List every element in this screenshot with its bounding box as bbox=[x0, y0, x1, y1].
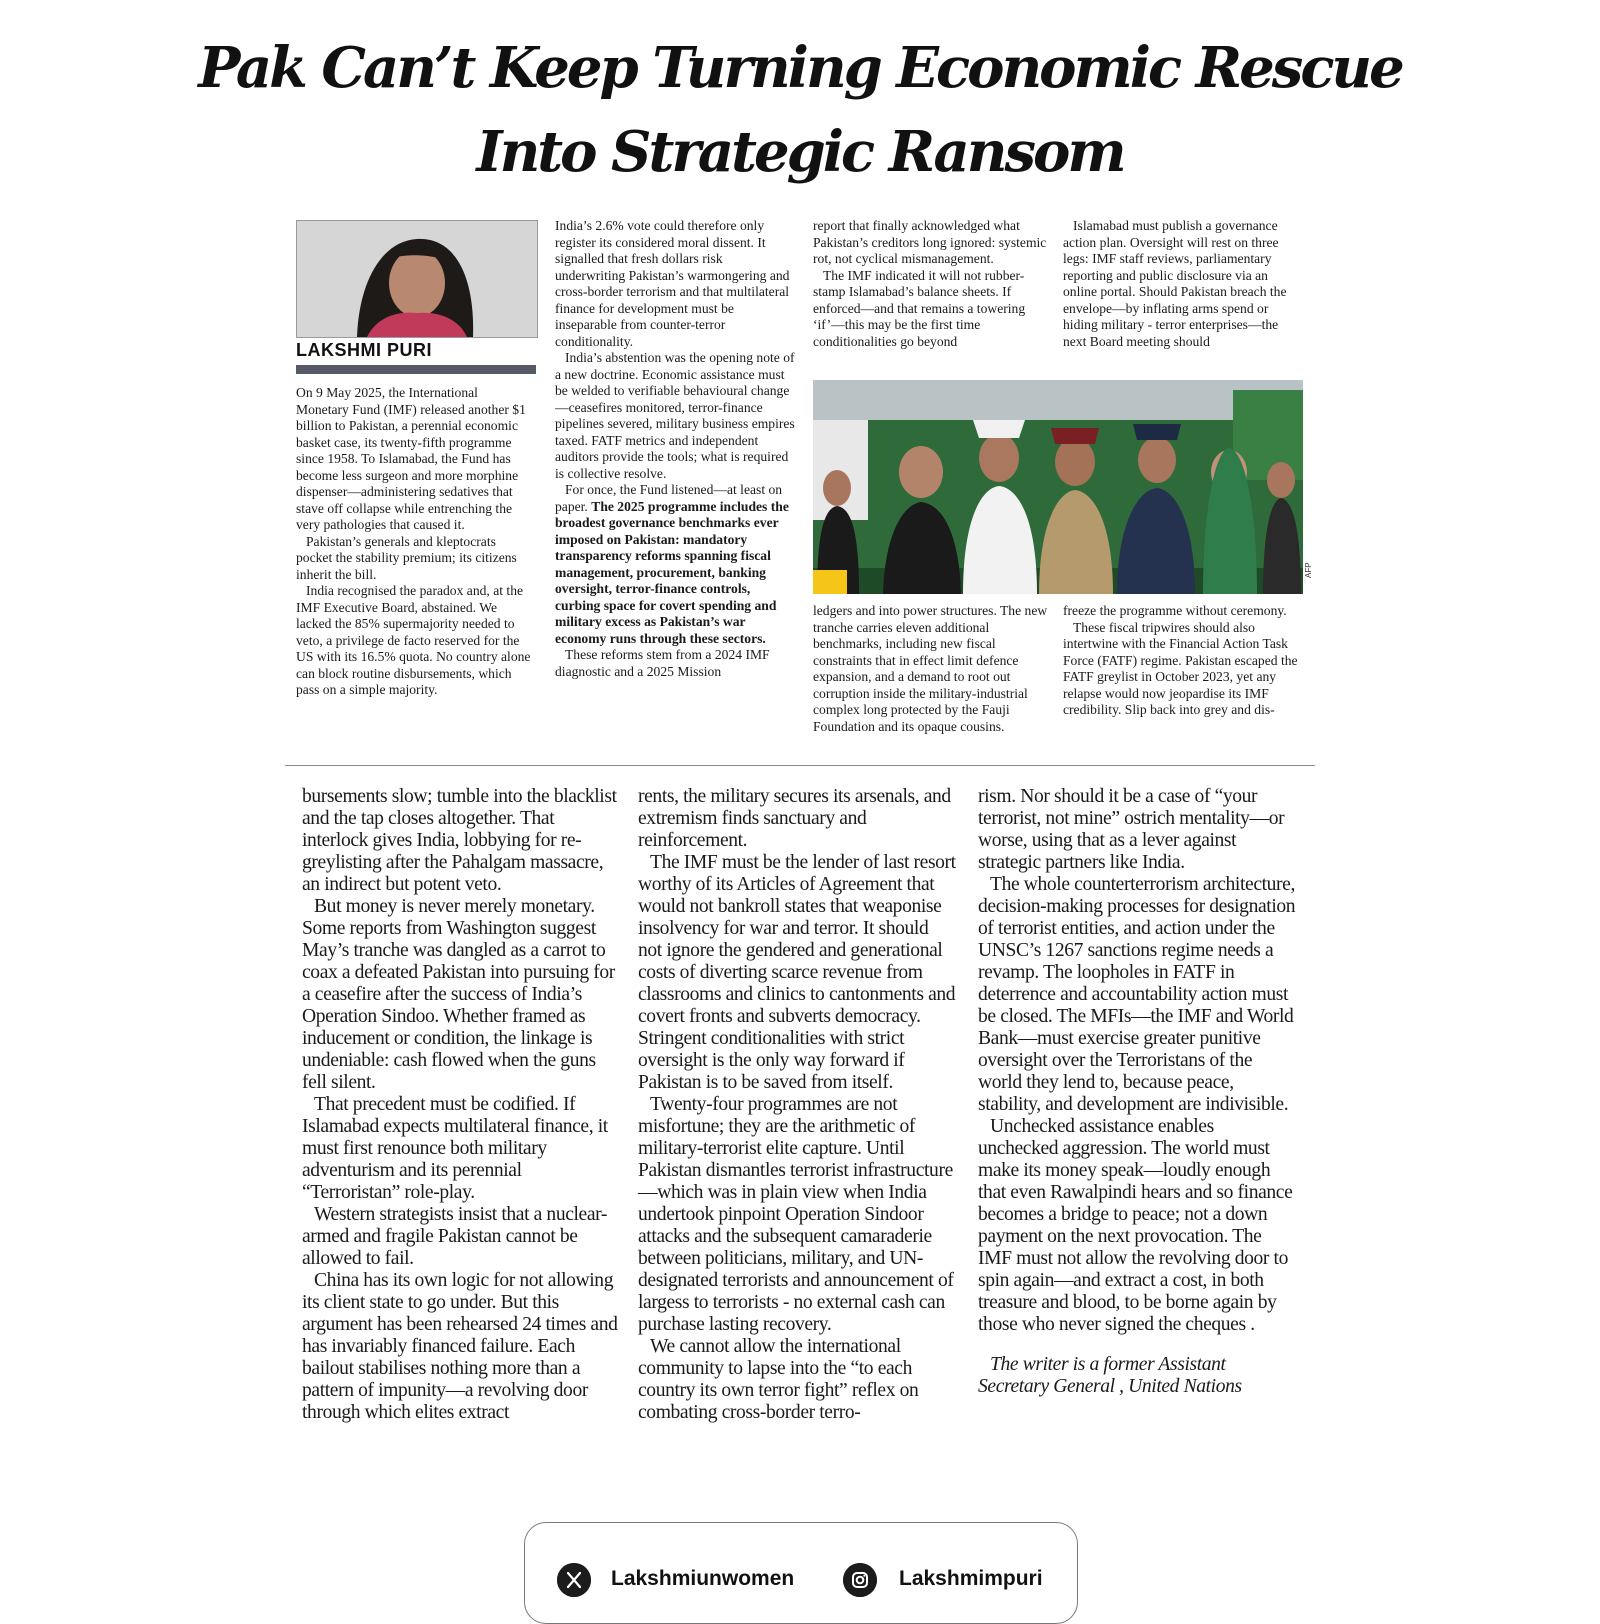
photo-credit: AFP bbox=[1304, 562, 1313, 578]
author-signoff: The writer is a former Assistant Secretary General , United Nations bbox=[978, 1354, 1242, 1397]
paragraph bbox=[555, 482, 795, 647]
paragraph: On 9 May 2025, the International Monetary Fund (IMF) released another $1 billion to Pakistan, a perennial economic basket case, its twenty-fifth programme since 1958. To Islamabad, the Fund has become less surgeon and more morphine dispenser—administering sedatives that stave off collapse while entrenching the very pathologies that caused it. bbox=[296, 385, 526, 532]
author-portrait bbox=[296, 220, 538, 338]
paragraph: freeze the programme without ceremony. bbox=[1063, 603, 1287, 618]
paragraph-lead: For once, the Fund listened—at least on paper. bbox=[555, 482, 783, 514]
paragraph: These reforms stem from a 2024 IMF diagnostic and a 2025 Mission bbox=[555, 647, 770, 679]
upper-column-3-top bbox=[813, 218, 1051, 368]
bold-highlight: The 2025 programme includes the broadest governance benchmarks ever imposed on Pakistan: mandatory transparency reforms spanning fiscal management, procurement, banking oversight, terror-finance controls, curbing space for covert spending and military excess as Pakistan’s war economy runs through these sectors. bbox=[555, 498, 789, 646]
paragraph: bursements slow; tumble into the blacklist and the tap closes altogether. That interlock gives India, lobbying for re-greylisting after the Pahalgam massacre, an indirect but potent veto. bbox=[302, 786, 617, 895]
lower-column-3 bbox=[978, 786, 1298, 1398]
paragraph: rents, the military secures its arsenals, and extremism finds sanctuary and reinforcement. bbox=[638, 786, 951, 851]
byline-bar bbox=[296, 365, 536, 374]
instagram-icon[interactable] bbox=[843, 1563, 877, 1597]
paragraph: We cannot allow the international community to lapse into the “to each country its own terror fight” reflex on combating cross-border terro- bbox=[638, 1336, 919, 1423]
x-handle[interactable]: Lakshmiunwomen bbox=[611, 1567, 795, 1590]
paragraph: The IMF indicated it will not rubber-stamp Islamabad’s balance sheets. If enforced—and that remains a towering ‘if’—this may be the first time conditionalities go beyond bbox=[813, 267, 1026, 349]
paragraph: ledgers and into power structures. The new tranche carries eleven additional benchmarks, including new fiscal constraints that in effect limit defence expansion, and a demand to root out corruption inside the military-industrial complex long protected by the Fauji Foundation and its opaque cousins. bbox=[813, 603, 1048, 734]
x-logo-icon[interactable] bbox=[557, 1563, 591, 1597]
paragraph: Western strategists insist that a nuclear-armed and fragile Pakistan cannot be allowed to fail. bbox=[302, 1204, 608, 1269]
paragraph: China has its own logic for not allowing its client state to go under. But this argument has been rehearsed 24 times and has invariably financed failure. Each bailout stabilises nothing more than a pattern of impunity—a revolving door through which elites extract bbox=[302, 1270, 618, 1423]
upper-column-4-bottom bbox=[1063, 603, 1303, 753]
lower-column-1 bbox=[302, 786, 620, 1424]
headline-line-1: Pak Can’t Keep Turning Economic Rescue bbox=[198, 35, 1402, 101]
upper-column-1 bbox=[296, 385, 534, 755]
news-photo bbox=[813, 380, 1303, 594]
paragraph: report that finally acknowledged what Pakistan’s creditors long ignored: systemic rot, not cyclical mismanagement. bbox=[813, 218, 1047, 266]
paragraph: These fiscal tripwires should also intertwine with the Financial Action Task Force (FATF) regime. Pakistan escaped the FATF greylist in October 2023, yet any relapse would now jeopardise its IMF credibility. Slip back into grey and dis- bbox=[1063, 619, 1298, 717]
lower-column-2 bbox=[638, 786, 956, 1424]
paragraph: But money is never merely monetary. Some reports from Washington suggest May’s tranche was dangled as a carrot to coax a defeated Pakistan into pursuing for a ceasefire after the success of India’s Operation Sindoo. Whether framed as inducement or condition, the linkage is undeniable: cash flowed when the guns fell silent. bbox=[302, 896, 615, 1093]
paragraph: India’s abstention was the opening note of a new doctrine. Economic assistance must be welded to verifiable behavioural change—ceasefires monitored, terror-finance pipelines severed, military business empires taxed. FATF metrics and independent auditors provide the tools; what is required is collective resolve. bbox=[555, 350, 795, 481]
paragraph: The IMF must be the lender of last resort worthy of its Articles of Agreement that would not bankroll states that weaponise insolvency for war and terror. It should not ignore the gendered and generational costs of diverting scarce revenue from classrooms and clinics to cantonments and covert fronts and subverts democracy. Stringent conditionalities with strict oversight is the only way forward if Pakistan is to be saved from itself. bbox=[638, 852, 956, 1093]
paragraph: rism. Nor should it be a case of “your terrorist, not mine” ostrich mentality—or worse, using that as a lever against strategic partners like India. bbox=[978, 786, 1285, 873]
upper-column-2 bbox=[555, 218, 795, 753]
paragraph: The whole counterterrorism architecture, decision-making processes for designation of terrorist entities, and action under the UNSC’s 1267 sanctions regime needs a revamp. The loopholes in FATF in deterrence and accountability action must be closed. The MFIs—the IMF and World Bank—must exercise greater punitive oversight over the Terroristans of the world they lend to, because peace, stability, and development are indivisible. bbox=[978, 874, 1296, 1115]
author-byline: LAKSHMI PURI bbox=[296, 340, 432, 360]
paragraph: That precedent must be codified. If Islamabad expects multilateral finance, it must first renounce both military adventurism and its perennial “Terroristan” role-play. bbox=[302, 1094, 608, 1203]
paragraph: India’s 2.6% vote could therefore only register its considered moral dissent. It signalled that fresh dollars risk underwriting Pakistan’s warmongering and cross-border terrorism and that multilateral finance for development must be inseparable from counter-terror conditionality. bbox=[555, 218, 790, 349]
upper-column-3-bottom bbox=[813, 603, 1051, 753]
upper-column-4-top bbox=[1063, 218, 1303, 368]
paragraph: Pakistan’s generals and kleptocrats pocket the stability premium; its citizens inherit the bill. bbox=[296, 533, 517, 582]
instagram-handle[interactable]: Lakshmimpuri bbox=[899, 1567, 1043, 1590]
headline-line-2: Into Strategic Ransom bbox=[476, 119, 1124, 185]
section-divider bbox=[285, 765, 1315, 766]
paragraph: Twenty-four programmes are not misfortune; they are the arithmetic of military-terrorist elite capture. Until Pakistan dismantles terrorist infrastructure—which was in plain view when India undertook pinpoint Operation Sindoor attacks and the subsequent camaraderie between politicians, military, and UN-designated terrorists and announcement of largess to terrorists - no external cash can purchase lasting recovery. bbox=[638, 1094, 954, 1335]
social-handles-box bbox=[524, 1522, 1078, 1624]
paragraph: Unchecked assistance enables unchecked aggression. The world must make its money speak—loudly enough that even Rawalpindi hears and so finance becomes a bridge to peace; not a down payment on the next provocation. The IMF must not allow the revolving door to spin again—and extract a cost, in both treasure and blood, to be borne again by those who never signed the cheques . bbox=[978, 1116, 1293, 1335]
paragraph: India recognised the paradox and, at the IMF Executive Board, abstained. We lacked the 85% supermajority needed to veto, a privilege de facto reserved for the US with its 16.5% quota. No country alone can block routine disbursements, which pass on a simple majority. bbox=[296, 583, 531, 697]
paragraph: Islamabad must publish a governance action plan. Oversight will rest on three legs: IMF staff reviews, parliamentary reporting and public disclosure via an online portal. Should Pakistan breach the envelope—by inflating arms spend or hiding military - terror enterprises—the next Board meeting should bbox=[1063, 218, 1287, 349]
